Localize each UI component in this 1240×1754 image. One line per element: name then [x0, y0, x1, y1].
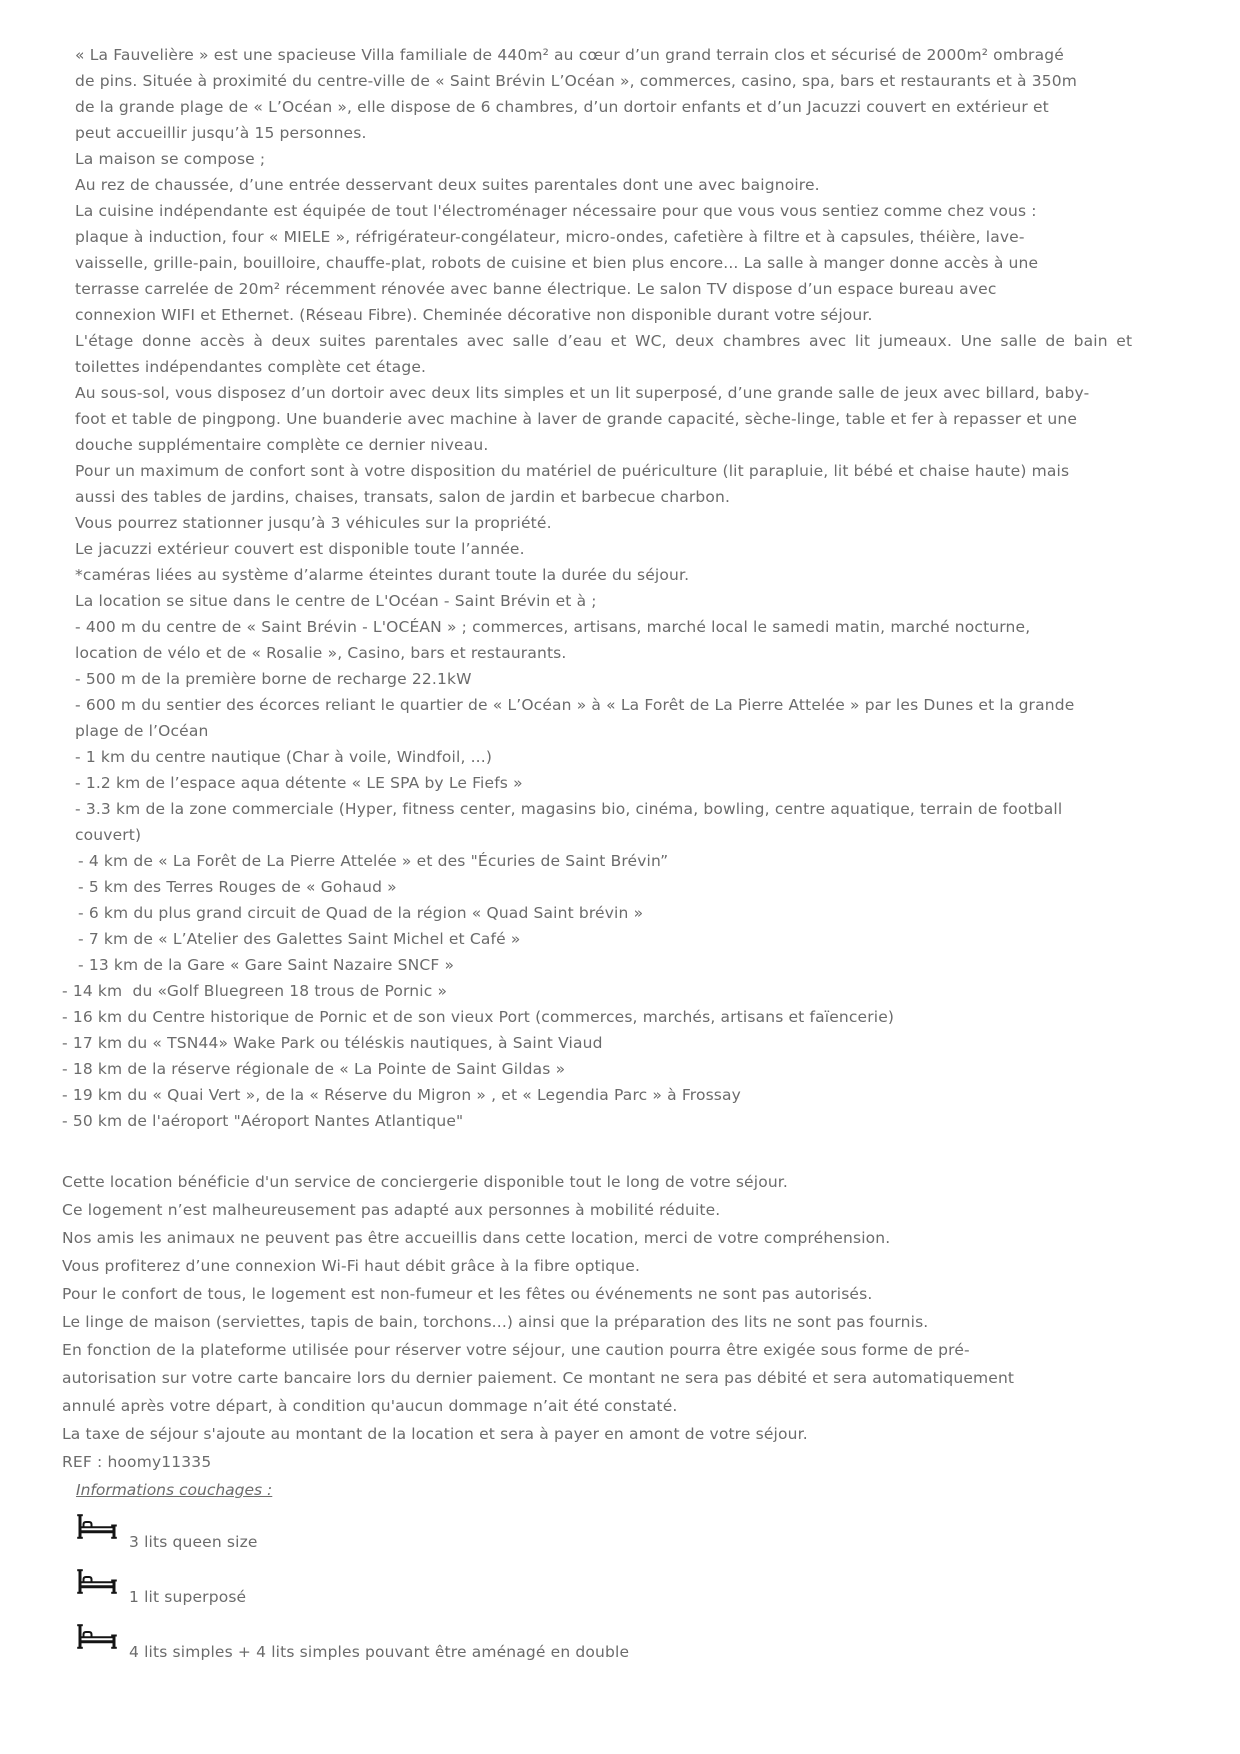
- note-line: Le linge de maison (serviettes, tapis de bain, torchons...) ainsi que la préparation des lits ne sont pas fournis.: [62, 1313, 929, 1331]
- description-line: plaque à induction, four « MIELE », réfrigérateur-congélateur, micro-ondes, cafetière à filtre et à capsules, théière, lave-: [75, 228, 1025, 246]
- description-line: de la grande plage de « L’Océan », elle dispose de 6 chambres, d’un dortoir enfants et d’un Jacuzzi couvert en extérieur et: [75, 98, 1049, 116]
- note-line: La taxe de séjour s'ajoute au montant de la location et sera à payer en amont de votre séjour.: [62, 1425, 808, 1443]
- distance-line: - 17 km du « TSN44» Wake Park ou téléskis nautiques, à Saint Viaud: [62, 1034, 603, 1052]
- distance-line: location de vélo et de « Rosalie », Casino, bars et restaurants.: [75, 644, 567, 662]
- bed-item: [76, 1568, 1192, 1606]
- distance-line: - 4 km de « La Forêt de La Pierre Attelée » et des "Écuries de Saint Brévin”: [78, 852, 669, 870]
- description-line: La location se situe dans le centre de L'Océan - Saint Brévin et à ;: [75, 592, 597, 610]
- bed-label: 4 lits simples + 4 lits simples pouvant être aménagé en double: [129, 1643, 630, 1661]
- bed-icon: [76, 1623, 118, 1650]
- description-section: [62, 42, 1192, 614]
- note-line: Ce logement n’est malheureusement pas adapté aux personnes à mobilité réduite.: [62, 1201, 721, 1219]
- note-line: En fonction de la plateforme utilisée pour réserver votre séjour, une caution pourra être exigée sous forme de pré-: [62, 1341, 970, 1359]
- distance-line: - 6 km du plus grand circuit de Quad de la région « Quad Saint brévin »: [78, 904, 644, 922]
- distance-line: - 13 km de la Gare « Gare Saint Nazaire SNCF »: [78, 956, 455, 974]
- bed-list: [62, 1513, 1192, 1661]
- distance-line: - 3.3 km de la zone commerciale (Hyper, fitness center, magasins bio, cinéma, bowling, centre aquatique, terrain de football: [75, 800, 1063, 818]
- distances-section: [62, 614, 1192, 1134]
- description-line: Le jacuzzi extérieur couvert est disponible toute l’année.: [75, 540, 525, 558]
- note-line: annulé après votre départ, à condition qu'aucun dommage n’ait été constaté.: [62, 1397, 678, 1415]
- description-line: L'étage donne accès à deux suites parentales avec salle d’eau et WC, deux chambres avec lit jumeaux. Une salle de bain et: [75, 332, 1133, 350]
- description-line: Vous pourrez stationner jusqu’à 3 véhicules sur la propriété.: [75, 514, 552, 532]
- note-line: Cette location bénéficie d'un service de conciergerie disponible tout le long de votre séjour.: [62, 1173, 788, 1191]
- distance-line: - 50 km de l'aéroport "Aéroport Nantes Atlantique": [62, 1112, 464, 1130]
- distance-line: - 16 km du Centre historique de Pornic et de son vieux Port (commerces, marchés, artisans et faïencerie): [62, 1008, 895, 1026]
- distance-line: - 19 km du « Quai Vert », de la « Réserve du Migron » , et « Legendia Parc » à Frossay: [62, 1086, 741, 1104]
- description-line: douche supplémentaire complète ce dernier niveau.: [75, 436, 489, 454]
- distance-line: - 1 km du centre nautique (Char à voile, Windfoil, ...): [75, 748, 493, 766]
- note-line: Pour le confort de tous, le logement est non-fumeur et les fêtes ou événements ne sont pas autorisés.: [62, 1285, 873, 1303]
- notes-section: [62, 1168, 1192, 1476]
- description-line: Pour un maximum de confort sont à votre disposition du matériel de puériculture (lit parapluie, lit bébé et chaise haute) mais: [75, 462, 1070, 480]
- description-line: peut accueillir jusqu’à 15 personnes.: [75, 124, 367, 142]
- description-line: de pins. Située à proximité du centre-ville de « Saint Brévin L’Océan », commerces, casino, spa, bars et restaurants et à 350m: [75, 72, 1078, 90]
- description-line: aussi des tables de jardins, chaises, transats, salon de jardin et barbecue charbon.: [75, 488, 731, 506]
- bed-icon: [76, 1513, 118, 1540]
- section-gap: [62, 1134, 1192, 1168]
- distance-line: - 14 km du «Golf Bluegreen 18 trous de Pornic »: [62, 982, 448, 1000]
- distance-line: couvert): [75, 826, 142, 844]
- distance-line: - 1.2 km de l’espace aqua détente « LE SPA by Le Fiefs »: [75, 774, 523, 792]
- note-line: Vous profiterez d’une connexion Wi-Fi haut débit grâce à la fibre optique.: [62, 1257, 641, 1275]
- bed-item: [76, 1623, 1192, 1661]
- description-line: terrasse carrelée de 20m² récemment rénovée avec banne électrique. Le salon TV dispose d’un espace bureau avec: [75, 280, 997, 298]
- description-line: foot et table de pingpong. Une buanderie avec machine à laver de grande capacité, sèche-linge, table et fer à repasser et une: [75, 410, 1078, 428]
- distance-line: - 5 km des Terres Rouges de « Gohaud »: [78, 878, 397, 896]
- bed-label: 1 lit superposé: [129, 1588, 247, 1606]
- bed-label: 3 lits queen size: [129, 1533, 258, 1551]
- distance-line: - 500 m de la première borne de recharge 22.1kW: [75, 670, 472, 688]
- distance-line: - 400 m du centre de « Saint Brévin - L'OCÉAN » ; commerces, artisans, marché local le samedi matin, marché nocturne,: [75, 618, 1031, 636]
- description-line: La maison se compose ;: [75, 150, 266, 168]
- note-line: Nos amis les animaux ne peuvent pas être accueillis dans cette location, merci de votre compréhension.: [62, 1229, 891, 1247]
- distance-line: - 600 m du sentier des écorces reliant le quartier de « L’Océan » à « La Forêt de La Pierre Attelée » par les Dunes et la grande: [75, 696, 1075, 714]
- bed-icon: [76, 1568, 118, 1595]
- description-line: vaisselle, grille-pain, bouilloire, chauffe-plat, robots de cuisine et bien plus encore... La salle à manger donne accès à une: [75, 254, 1039, 272]
- distance-line: - 18 km de la réserve régionale de « La Pointe de Saint Gildas »: [62, 1060, 566, 1078]
- bed-item: [76, 1513, 1192, 1551]
- description-line: toilettes indépendantes complète cet étage.: [75, 358, 427, 376]
- sleeping-info-title: Informations couchages :: [76, 1481, 273, 1499]
- distance-line: plage de l’Océan: [75, 722, 209, 740]
- description-line: connexion WIFI et Ethernet. (Réseau Fibre). Cheminée décorative non disponible durant votre séjour.: [75, 306, 873, 324]
- note-line: autorisation sur votre carte bancaire lors du dernier paiement. Ce montant ne sera pas débité et sera automatiquement: [62, 1369, 1015, 1387]
- distance-line: - 7 km de « L’Atelier des Galettes Saint Michel et Café »: [78, 930, 521, 948]
- description-line: *caméras liées au système d’alarme éteintes durant toute la durée du séjour.: [75, 566, 690, 584]
- description-line: Au rez de chaussée, d’une entrée desservant deux suites parentales dont une avec baignoire.: [75, 176, 820, 194]
- description-line: La cuisine indépendante est équipée de tout l'électroménager nécessaire pour que vous vous sentiez comme chez vous :: [75, 202, 1037, 220]
- description-line: « La Fauvelière » est une spacieuse Villa familiale de 440m² au cœur d’un grand terrain clos et sécurisé de 2000m² ombragé: [75, 46, 1064, 64]
- description-line: Au sous-sol, vous disposez d’un dortoir avec deux lits simples et un lit superposé, d’une grande salle de jeux avec billard, baby-: [75, 384, 1090, 402]
- note-line: REF : hoomy11335: [62, 1453, 212, 1471]
